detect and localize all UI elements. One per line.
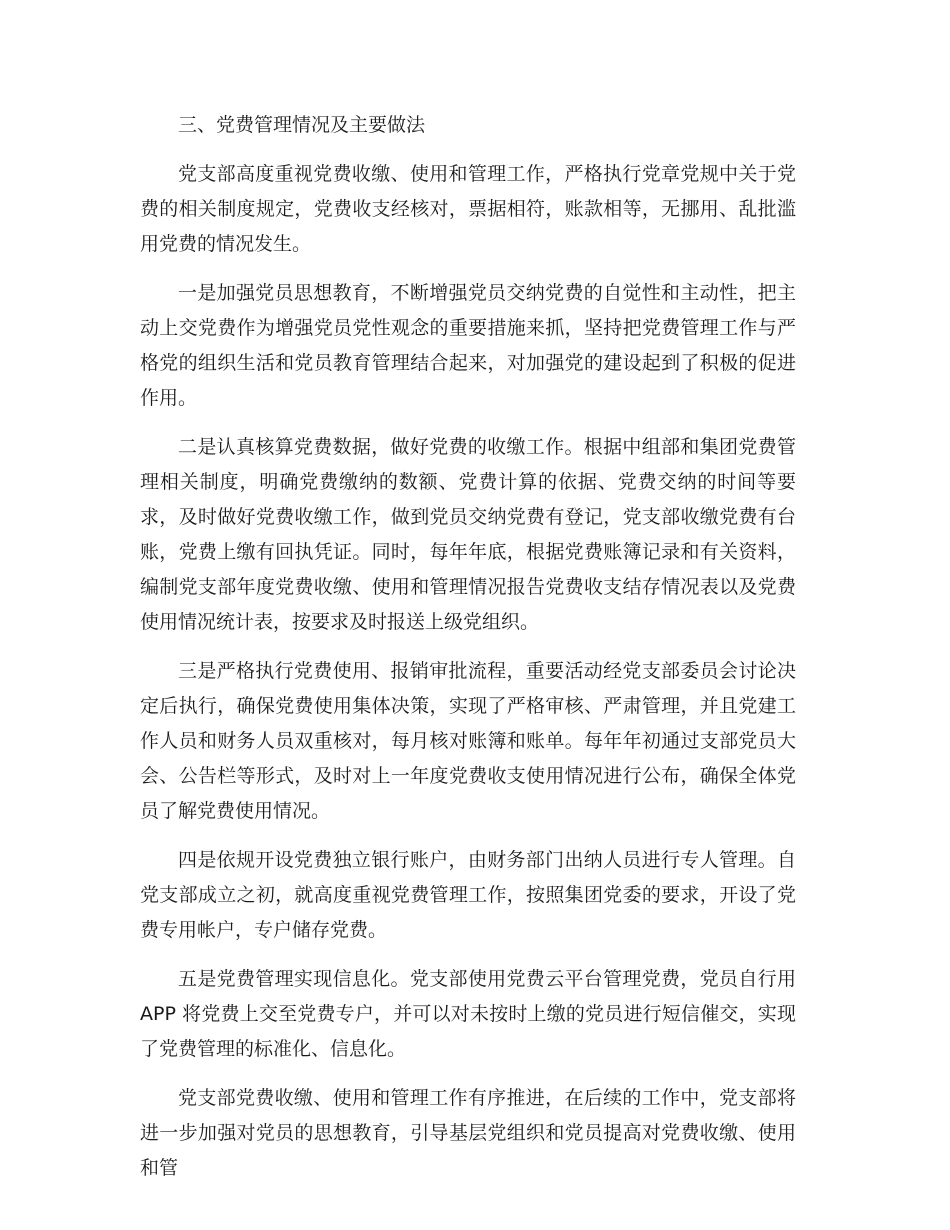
paragraph-point-3: 三是严格执行党费使用、报销审批流程，重要活动经党支部委员会讨论决定后执行，确保党费使用集体决策，实现了严格审核、严肃管理，并且党建工作人员和财务人员双重核对，每月核对账簿和账单。每年年初通过支部党员大会、公告栏等形式，及时对上一年度党费收支使用情况进行公布，确保全体党员了解党费使用情况。 — [140, 660, 796, 822]
paragraph-point-1: 一是加强党员思想教育，不断增强党员交纳党费的自觉性和主动性，把主动上交党费作为增强党员党性观念的重要措施来抓，坚持把党费管理工作与严格党的组织生活和党员教育管理结合起来，对加强党的建设起到了积极的促进作用。 — [140, 282, 796, 409]
paragraph-point-2: 二是认真核算党费数据，做好党费的收缴工作。根据中组部和集团党费管理相关制度，明确党费缴纳的数额、党费计算的依据、党费交纳的时间等要求，及时做好党费收缴工作，做到党员交纳党费有登记，党支部收缴党费有台账，党费上缴有回执凭证。同时，每年年底，根据党费账簿记录和有关资料，编制党支部年度党费收缴、使用和管理情况报告党费收支结存情况表以及党费使用情况统计表，按要求及时报送上级党组织。 — [140, 436, 796, 633]
paragraph-point-5: 五是党费管理实现信息化。党支部使用党费云平台管理党费，党员自行用 APP 将党费上交至党费专户，并可以对未按时上缴的党员进行短信催交，实现了党费管理的标准化、信息化。 — [140, 968, 796, 1060]
paragraph-intro: 党支部高度重视党费收缴、使用和管理工作，严格执行党章党规中关于党费的相关制度规定，党费收支经核对，票据相符，账款相等，无挪用、乱批滥用党费的情况发生。 — [140, 163, 796, 255]
paragraph-conclusion: 党支部党费收缴、使用和管理工作有序推进，在后续的工作中，党支部将进一步加强对党员的思想教育，引导基层党组织和党员提高对党费收缴、使用和管 — [140, 1087, 796, 1179]
document-body — [140, 108, 796, 1200]
paragraph-point-4: 四是依规开设党费独立银行账户，由财务部门出纳人员进行专人管理。自党支部成立之初，就高度重视党费管理工作，按照集团党委的要求，开设了党费专用帐户，专户储存党费。 — [140, 849, 796, 941]
section-heading: 三、党费管理情况及主要做法 — [178, 114, 426, 136]
